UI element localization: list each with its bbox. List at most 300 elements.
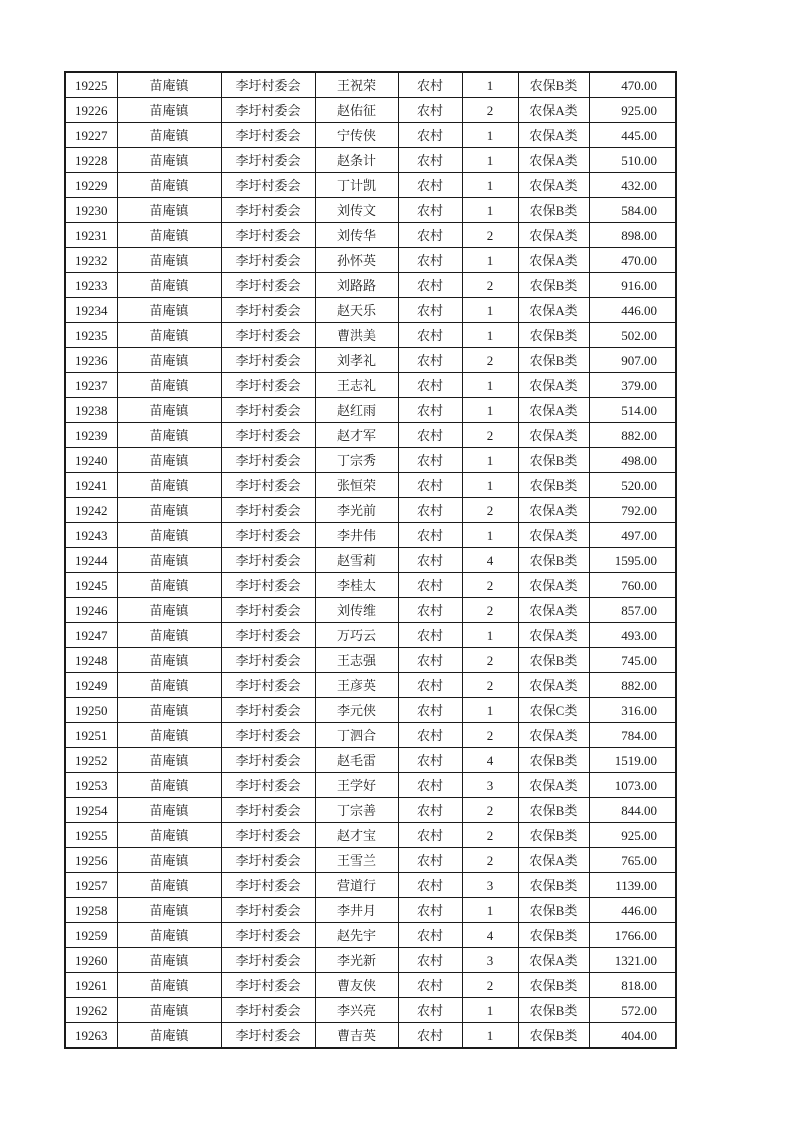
cell-village: 李圩村委会 — [221, 973, 315, 998]
cell-residence: 农村 — [398, 898, 462, 923]
cell-count: 1 — [462, 523, 518, 548]
cell-count: 2 — [462, 498, 518, 523]
table-row — [65, 548, 676, 573]
cell-residence: 农村 — [398, 848, 462, 873]
cell-name: 赵才宝 — [315, 823, 398, 848]
cell-village: 李圩村委会 — [221, 298, 315, 323]
cell-name: 丁宗秀 — [315, 448, 398, 473]
cell-serial: 19231 — [65, 223, 117, 248]
cell-village: 李圩村委会 — [221, 598, 315, 623]
cell-residence: 农村 — [398, 648, 462, 673]
cell-serial: 19248 — [65, 648, 117, 673]
cell-amount: 745.00 — [589, 648, 676, 673]
cell-town: 苗庵镇 — [117, 698, 221, 723]
cell-serial: 19236 — [65, 348, 117, 373]
cell-village: 李圩村委会 — [221, 348, 315, 373]
cell-count: 3 — [462, 948, 518, 973]
cell-serial: 19255 — [65, 823, 117, 848]
cell-count: 1 — [462, 148, 518, 173]
cell-count: 1 — [462, 623, 518, 648]
table-row — [65, 823, 676, 848]
table-row — [65, 198, 676, 223]
table-row — [65, 723, 676, 748]
cell-town: 苗庵镇 — [117, 948, 221, 973]
cell-village: 李圩村委会 — [221, 498, 315, 523]
cell-serial: 19229 — [65, 173, 117, 198]
cell-residence: 农村 — [398, 973, 462, 998]
cell-name: 王祝荣 — [315, 72, 398, 98]
cell-name: 丁计凯 — [315, 173, 398, 198]
cell-residence: 农村 — [398, 573, 462, 598]
cell-town: 苗庵镇 — [117, 723, 221, 748]
table-row — [65, 123, 676, 148]
cell-village: 李圩村委会 — [221, 948, 315, 973]
cell-residence: 农村 — [398, 1023, 462, 1049]
cell-town: 苗庵镇 — [117, 523, 221, 548]
cell-serial: 19263 — [65, 1023, 117, 1049]
cell-amount: 1766.00 — [589, 923, 676, 948]
cell-town: 苗庵镇 — [117, 898, 221, 923]
cell-village: 李圩村委会 — [221, 748, 315, 773]
cell-amount: 1321.00 — [589, 948, 676, 973]
cell-count: 1 — [462, 398, 518, 423]
cell-town: 苗庵镇 — [117, 273, 221, 298]
cell-town: 苗庵镇 — [117, 848, 221, 873]
cell-count: 2 — [462, 973, 518, 998]
cell-village: 李圩村委会 — [221, 398, 315, 423]
cell-town: 苗庵镇 — [117, 548, 221, 573]
cell-category: 农保B类 — [518, 72, 589, 98]
cell-serial: 19232 — [65, 248, 117, 273]
cell-town: 苗庵镇 — [117, 823, 221, 848]
table-row — [65, 748, 676, 773]
cell-village: 李圩村委会 — [221, 798, 315, 823]
cell-name: 李桂太 — [315, 573, 398, 598]
cell-category: 农保B类 — [518, 873, 589, 898]
cell-serial: 19247 — [65, 623, 117, 648]
cell-category: 农保A类 — [518, 173, 589, 198]
cell-count: 3 — [462, 773, 518, 798]
cell-category: 农保A类 — [518, 948, 589, 973]
table-row — [65, 798, 676, 823]
cell-town: 苗庵镇 — [117, 1023, 221, 1049]
cell-town: 苗庵镇 — [117, 923, 221, 948]
cell-count: 2 — [462, 573, 518, 598]
cell-village: 李圩村委会 — [221, 923, 315, 948]
cell-count: 3 — [462, 873, 518, 898]
cell-village: 李圩村委会 — [221, 998, 315, 1023]
cell-amount: 520.00 — [589, 473, 676, 498]
cell-village: 李圩村委会 — [221, 123, 315, 148]
cell-village: 李圩村委会 — [221, 848, 315, 873]
cell-serial: 19245 — [65, 573, 117, 598]
table-row — [65, 873, 676, 898]
table-row — [65, 648, 676, 673]
cell-village: 李圩村委会 — [221, 898, 315, 923]
cell-name: 万巧云 — [315, 623, 398, 648]
cell-residence: 农村 — [398, 498, 462, 523]
cell-village: 李圩村委会 — [221, 523, 315, 548]
cell-name: 赵天乐 — [315, 298, 398, 323]
cell-count: 1 — [462, 1023, 518, 1049]
cell-count: 2 — [462, 98, 518, 123]
cell-amount: 497.00 — [589, 523, 676, 548]
table-row — [65, 773, 676, 798]
cell-serial: 19239 — [65, 423, 117, 448]
cell-amount: 470.00 — [589, 248, 676, 273]
cell-category: 农保B类 — [518, 823, 589, 848]
cell-category: 农保B类 — [518, 348, 589, 373]
cell-residence: 农村 — [398, 523, 462, 548]
cell-village: 李圩村委会 — [221, 173, 315, 198]
cell-serial: 19234 — [65, 298, 117, 323]
cell-name: 刘传文 — [315, 198, 398, 223]
cell-residence: 农村 — [398, 823, 462, 848]
cell-category: 农保A类 — [518, 223, 589, 248]
cell-serial: 19244 — [65, 548, 117, 573]
cell-residence: 农村 — [398, 548, 462, 573]
cell-town: 苗庵镇 — [117, 673, 221, 698]
cell-town: 苗庵镇 — [117, 998, 221, 1023]
cell-town: 苗庵镇 — [117, 423, 221, 448]
cell-amount: 784.00 — [589, 723, 676, 748]
cell-residence: 农村 — [398, 923, 462, 948]
cell-residence: 农村 — [398, 248, 462, 273]
cell-residence: 农村 — [398, 948, 462, 973]
cell-serial: 19249 — [65, 673, 117, 698]
cell-serial: 19230 — [65, 198, 117, 223]
cell-category: 农保B类 — [518, 273, 589, 298]
cell-town: 苗庵镇 — [117, 173, 221, 198]
cell-serial: 19225 — [65, 72, 117, 98]
cell-serial: 19237 — [65, 373, 117, 398]
cell-town: 苗庵镇 — [117, 773, 221, 798]
cell-category: 农保A类 — [518, 398, 589, 423]
cell-name: 李光新 — [315, 948, 398, 973]
cell-amount: 432.00 — [589, 173, 676, 198]
cell-category: 农保A类 — [518, 298, 589, 323]
cell-name: 赵佑征 — [315, 98, 398, 123]
cell-category: 农保B类 — [518, 998, 589, 1023]
cell-category: 农保B类 — [518, 198, 589, 223]
cell-amount: 760.00 — [589, 573, 676, 598]
table-row — [65, 148, 676, 173]
cell-village: 李圩村委会 — [221, 273, 315, 298]
cell-residence: 农村 — [398, 748, 462, 773]
cell-name: 王志礼 — [315, 373, 398, 398]
cell-town: 苗庵镇 — [117, 373, 221, 398]
cell-village: 李圩村委会 — [221, 573, 315, 598]
cell-serial: 19261 — [65, 973, 117, 998]
cell-count: 4 — [462, 748, 518, 773]
cell-count: 4 — [462, 923, 518, 948]
cell-residence: 农村 — [398, 223, 462, 248]
cell-category: 农保A类 — [518, 373, 589, 398]
cell-amount: 765.00 — [589, 848, 676, 873]
cell-village: 李圩村委会 — [221, 323, 315, 348]
cell-village: 李圩村委会 — [221, 148, 315, 173]
cell-town: 苗庵镇 — [117, 748, 221, 773]
cell-amount: 907.00 — [589, 348, 676, 373]
cell-town: 苗庵镇 — [117, 873, 221, 898]
cell-count: 1 — [462, 448, 518, 473]
cell-category: 农保B类 — [518, 473, 589, 498]
cell-name: 赵雪莉 — [315, 548, 398, 573]
cell-serial: 19243 — [65, 523, 117, 548]
table-row — [65, 473, 676, 498]
cell-name: 李元侠 — [315, 698, 398, 723]
cell-residence: 农村 — [398, 273, 462, 298]
cell-amount: 445.00 — [589, 123, 676, 148]
cell-village: 李圩村委会 — [221, 373, 315, 398]
cell-category: 农保A类 — [518, 598, 589, 623]
cell-residence: 农村 — [398, 198, 462, 223]
cell-town: 苗庵镇 — [117, 198, 221, 223]
cell-town: 苗庵镇 — [117, 148, 221, 173]
cell-name: 张恒荣 — [315, 473, 398, 498]
cell-category: 农保B类 — [518, 973, 589, 998]
cell-town: 苗庵镇 — [117, 223, 221, 248]
table-row — [65, 223, 676, 248]
table-row — [65, 98, 676, 123]
cell-town: 苗庵镇 — [117, 298, 221, 323]
cell-serial: 19250 — [65, 698, 117, 723]
cell-town: 苗庵镇 — [117, 98, 221, 123]
cell-residence: 农村 — [398, 98, 462, 123]
cell-village: 李圩村委会 — [221, 723, 315, 748]
cell-name: 宁传侠 — [315, 123, 398, 148]
cell-town: 苗庵镇 — [117, 473, 221, 498]
cell-village: 李圩村委会 — [221, 223, 315, 248]
cell-serial: 19235 — [65, 323, 117, 348]
cell-residence: 农村 — [398, 998, 462, 1023]
cell-town: 苗庵镇 — [117, 248, 221, 273]
cell-residence: 农村 — [398, 873, 462, 898]
cell-name: 王雪兰 — [315, 848, 398, 873]
cell-village: 李圩村委会 — [221, 823, 315, 848]
cell-amount: 514.00 — [589, 398, 676, 423]
cell-name: 王彦英 — [315, 673, 398, 698]
cell-category: 农保B类 — [518, 923, 589, 948]
table-row — [65, 923, 676, 948]
cell-count: 1 — [462, 698, 518, 723]
cell-count: 1 — [462, 373, 518, 398]
cell-name: 曹吉英 — [315, 1023, 398, 1049]
table-row — [65, 72, 676, 98]
cell-serial: 19241 — [65, 473, 117, 498]
cell-amount: 510.00 — [589, 148, 676, 173]
cell-name: 丁泗合 — [315, 723, 398, 748]
cell-amount: 792.00 — [589, 498, 676, 523]
cell-category: 农保A类 — [518, 848, 589, 873]
cell-name: 王学好 — [315, 773, 398, 798]
table-row — [65, 573, 676, 598]
cell-serial: 19258 — [65, 898, 117, 923]
table-row — [65, 698, 676, 723]
cell-serial: 19253 — [65, 773, 117, 798]
cell-town: 苗庵镇 — [117, 123, 221, 148]
cell-residence: 农村 — [398, 698, 462, 723]
cell-amount: 446.00 — [589, 898, 676, 923]
cell-count: 1 — [462, 173, 518, 198]
cell-count: 2 — [462, 648, 518, 673]
cell-serial: 19240 — [65, 448, 117, 473]
cell-amount: 446.00 — [589, 298, 676, 323]
table-row — [65, 973, 676, 998]
cell-serial: 19254 — [65, 798, 117, 823]
cell-name: 营道行 — [315, 873, 398, 898]
cell-residence: 农村 — [398, 323, 462, 348]
cell-count: 1 — [462, 198, 518, 223]
cell-category: 农保A类 — [518, 523, 589, 548]
table-row — [65, 173, 676, 198]
cell-count: 2 — [462, 223, 518, 248]
cell-village: 李圩村委会 — [221, 198, 315, 223]
cell-category: 农保A类 — [518, 623, 589, 648]
cell-category: 农保A类 — [518, 248, 589, 273]
table-row — [65, 898, 676, 923]
cell-count: 2 — [462, 823, 518, 848]
cell-town: 苗庵镇 — [117, 448, 221, 473]
cell-amount: 470.00 — [589, 72, 676, 98]
cell-name: 李光前 — [315, 498, 398, 523]
cell-residence: 农村 — [398, 448, 462, 473]
cell-village: 李圩村委会 — [221, 72, 315, 98]
cell-residence: 农村 — [398, 623, 462, 648]
cell-serial: 19242 — [65, 498, 117, 523]
cell-village: 李圩村委会 — [221, 548, 315, 573]
cell-serial: 19260 — [65, 948, 117, 973]
cell-category: 农保B类 — [518, 1023, 589, 1049]
cell-name: 李兴亮 — [315, 998, 398, 1023]
cell-count: 1 — [462, 898, 518, 923]
table-row — [65, 673, 676, 698]
cell-category: 农保A类 — [518, 498, 589, 523]
cell-count: 2 — [462, 848, 518, 873]
cell-category: 农保C类 — [518, 698, 589, 723]
cell-amount: 925.00 — [589, 98, 676, 123]
cell-name: 丁宗善 — [315, 798, 398, 823]
cell-amount: 818.00 — [589, 973, 676, 998]
table-row — [65, 348, 676, 373]
cell-village: 李圩村委会 — [221, 648, 315, 673]
table-row — [65, 498, 676, 523]
cell-count: 2 — [462, 273, 518, 298]
cell-name: 赵红雨 — [315, 398, 398, 423]
cell-serial: 19228 — [65, 148, 117, 173]
table-row — [65, 623, 676, 648]
cell-category: 农保B类 — [518, 323, 589, 348]
cell-category: 农保B类 — [518, 448, 589, 473]
cell-name: 曹友侠 — [315, 973, 398, 998]
cell-name: 刘传维 — [315, 598, 398, 623]
cell-amount: 882.00 — [589, 673, 676, 698]
table-row — [65, 323, 676, 348]
cell-name: 赵才军 — [315, 423, 398, 448]
cell-village: 李圩村委会 — [221, 673, 315, 698]
cell-amount: 404.00 — [589, 1023, 676, 1049]
table-row — [65, 848, 676, 873]
cell-town: 苗庵镇 — [117, 498, 221, 523]
cell-count: 1 — [462, 323, 518, 348]
cell-category: 农保A类 — [518, 148, 589, 173]
cell-village: 李圩村委会 — [221, 248, 315, 273]
cell-category: 农保B类 — [518, 548, 589, 573]
cell-name: 李井月 — [315, 898, 398, 923]
cell-amount: 1073.00 — [589, 773, 676, 798]
cell-amount: 857.00 — [589, 598, 676, 623]
cell-category: 农保A类 — [518, 573, 589, 598]
table-row — [65, 598, 676, 623]
cell-residence: 农村 — [398, 773, 462, 798]
cell-count: 1 — [462, 248, 518, 273]
cell-village: 李圩村委会 — [221, 773, 315, 798]
cell-amount: 898.00 — [589, 223, 676, 248]
cell-town: 苗庵镇 — [117, 398, 221, 423]
cell-category: 农保A类 — [518, 673, 589, 698]
cell-amount: 498.00 — [589, 448, 676, 473]
cell-amount: 925.00 — [589, 823, 676, 848]
cell-name: 孙怀英 — [315, 248, 398, 273]
cell-count: 1 — [462, 298, 518, 323]
cell-village: 李圩村委会 — [221, 873, 315, 898]
cell-name: 赵毛雷 — [315, 748, 398, 773]
cell-residence: 农村 — [398, 148, 462, 173]
cell-village: 李圩村委会 — [221, 448, 315, 473]
table-row — [65, 373, 676, 398]
cell-count: 2 — [462, 723, 518, 748]
cell-village: 李圩村委会 — [221, 623, 315, 648]
cell-residence: 农村 — [398, 598, 462, 623]
cell-amount: 1595.00 — [589, 548, 676, 573]
cell-name: 李井伟 — [315, 523, 398, 548]
cell-serial: 19226 — [65, 98, 117, 123]
cell-amount: 1139.00 — [589, 873, 676, 898]
cell-amount: 572.00 — [589, 998, 676, 1023]
cell-residence: 农村 — [398, 673, 462, 698]
cell-count: 2 — [462, 798, 518, 823]
cell-serial: 19259 — [65, 923, 117, 948]
cell-amount: 1519.00 — [589, 748, 676, 773]
cell-count: 2 — [462, 673, 518, 698]
table-row — [65, 523, 676, 548]
cell-residence: 农村 — [398, 473, 462, 498]
cell-village: 李圩村委会 — [221, 698, 315, 723]
table-row — [65, 423, 676, 448]
table-row — [65, 398, 676, 423]
cell-residence: 农村 — [398, 298, 462, 323]
table-row — [65, 1023, 676, 1049]
cell-residence: 农村 — [398, 373, 462, 398]
cell-residence: 农村 — [398, 398, 462, 423]
cell-count: 1 — [462, 473, 518, 498]
cell-town: 苗庵镇 — [117, 648, 221, 673]
table-row — [65, 998, 676, 1023]
cell-category: 农保B类 — [518, 798, 589, 823]
cell-village: 李圩村委会 — [221, 473, 315, 498]
cell-count: 2 — [462, 598, 518, 623]
cell-town: 苗庵镇 — [117, 72, 221, 98]
table-body — [65, 72, 676, 1048]
cell-name: 曹洪美 — [315, 323, 398, 348]
cell-village: 李圩村委会 — [221, 423, 315, 448]
cell-count: 1 — [462, 72, 518, 98]
cell-residence: 农村 — [398, 423, 462, 448]
table-row — [65, 298, 676, 323]
cell-residence: 农村 — [398, 173, 462, 198]
cell-name: 刘孝礼 — [315, 348, 398, 373]
cell-amount: 882.00 — [589, 423, 676, 448]
